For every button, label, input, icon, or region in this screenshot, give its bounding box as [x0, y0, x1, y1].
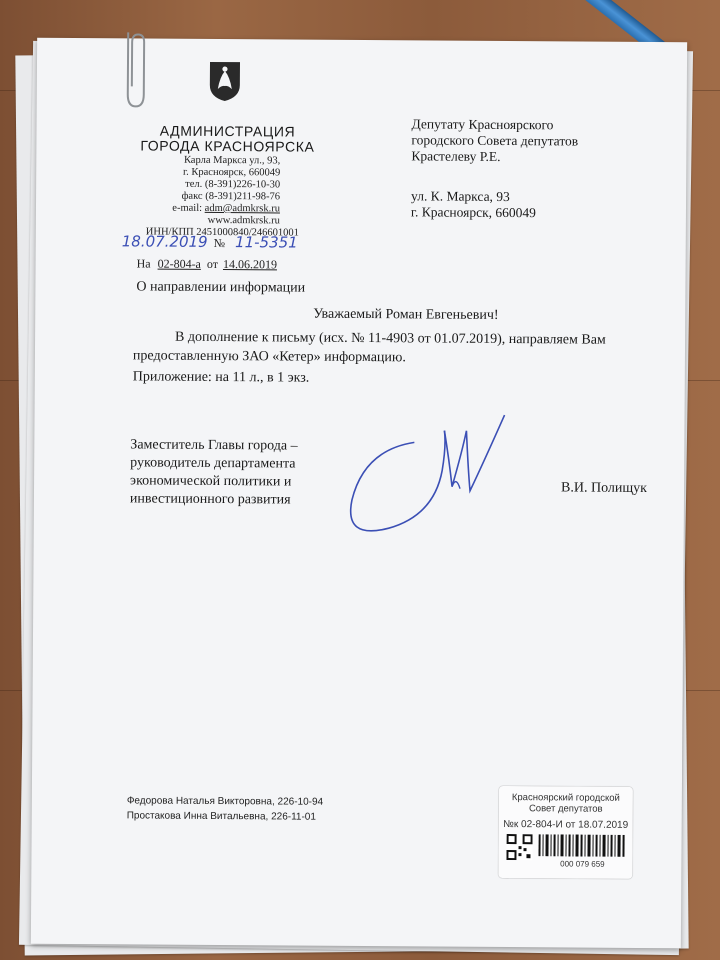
org-name-line2: ГОРОДА КРАСНОЯРСКА — [140, 137, 315, 155]
signatory-name: В.И. Полищук — [560, 480, 648, 497]
org-email-row — [146, 203, 280, 216]
signatory-line1: Заместитель Главы города – — [130, 437, 298, 454]
reference-line — [137, 256, 278, 272]
registration-stamp — [498, 786, 633, 879]
org-phone: тел. (8-391)226-10-30 — [185, 178, 281, 191]
recipient-block — [411, 116, 578, 221]
org-email-prefix: e-mail: — [172, 202, 205, 214]
signatory-line4: инвестиционного развития — [129, 491, 291, 508]
contact-line1: Федорова Наталья Викторовна, 226-10-94 — [126, 795, 324, 808]
handwritten-date: 18.07.2019 — [121, 232, 208, 251]
org-address-line2: г. Красноярск, 660049 — [182, 166, 281, 179]
org-website[interactable]: www.admkrsk.ru — [207, 214, 280, 227]
org-inn: ИНН/КПП 2451000840/246601001 — [145, 226, 299, 239]
from-label: от — [206, 256, 219, 272]
reference-number: 02-804-а — [157, 256, 201, 271]
qr-code-icon — [506, 834, 532, 860]
body-line2: предоставленную ЗАО «Кетер» информацию. — [132, 348, 406, 366]
signatory-line2: руководитель департамента — [130, 455, 296, 472]
handwritten-number: 11-5351 — [235, 233, 298, 252]
body-line1: В дополнение к письму (исх. № 11-4903 от 01.07.2019), направляем Вам — [175, 329, 606, 348]
org-email-link[interactable]: adm@admkrsk.ru — [204, 202, 281, 215]
signatory-title — [130, 436, 298, 509]
handwritten-signature — [334, 390, 525, 551]
recipient-address1: ул. К. Маркса, 93 — [411, 188, 510, 205]
recipient-line1: Депутату Красноярского — [411, 116, 554, 133]
barcode — [538, 834, 626, 857]
recipient-line3: Крастелеву Р.Е. — [411, 148, 501, 164]
barcode-number: 000 079 659 — [560, 859, 605, 869]
letter-page — [31, 38, 687, 949]
contact-persons — [127, 793, 323, 824]
org-fax: факс (8-391)211-98-76 — [181, 190, 281, 203]
paper-clip — [119, 28, 150, 110]
recipient-line2: городского Совета депутатов — [411, 132, 579, 149]
org-address-line1: Карла Маркса ул., 93, — [183, 154, 281, 167]
body-line3: Приложение: на 11 л., в 1 экз. — [132, 369, 310, 386]
coat-of-arms-emblem — [208, 59, 242, 103]
recipient-address2: г. Красноярск, 660049 — [410, 204, 536, 221]
subject-line: О направлении информации — [136, 279, 306, 296]
org-contact-block — [145, 154, 299, 240]
on-label: На — [136, 256, 151, 271]
stamp-line2: Совет депутатов — [528, 803, 603, 815]
signatory-line3: экономической политики и — [130, 473, 292, 490]
number-label: № — [213, 235, 226, 251]
contact-line2: Простакова Инна Витальевна, 226-11-01 — [126, 810, 316, 823]
org-name — [132, 123, 322, 154]
stamp-number: №к 02-804-И от 18.07.2019 — [503, 819, 629, 831]
stamp-line1: Красноярский городской — [511, 792, 620, 804]
reference-date: 14.06.2019 — [222, 257, 278, 272]
salutation: Уважаемый Роман Евгеньевич! — [313, 306, 499, 323]
registration-handwritten — [122, 232, 298, 252]
org-name-line1: АДМИНИСТРАЦИЯ — [159, 122, 296, 140]
